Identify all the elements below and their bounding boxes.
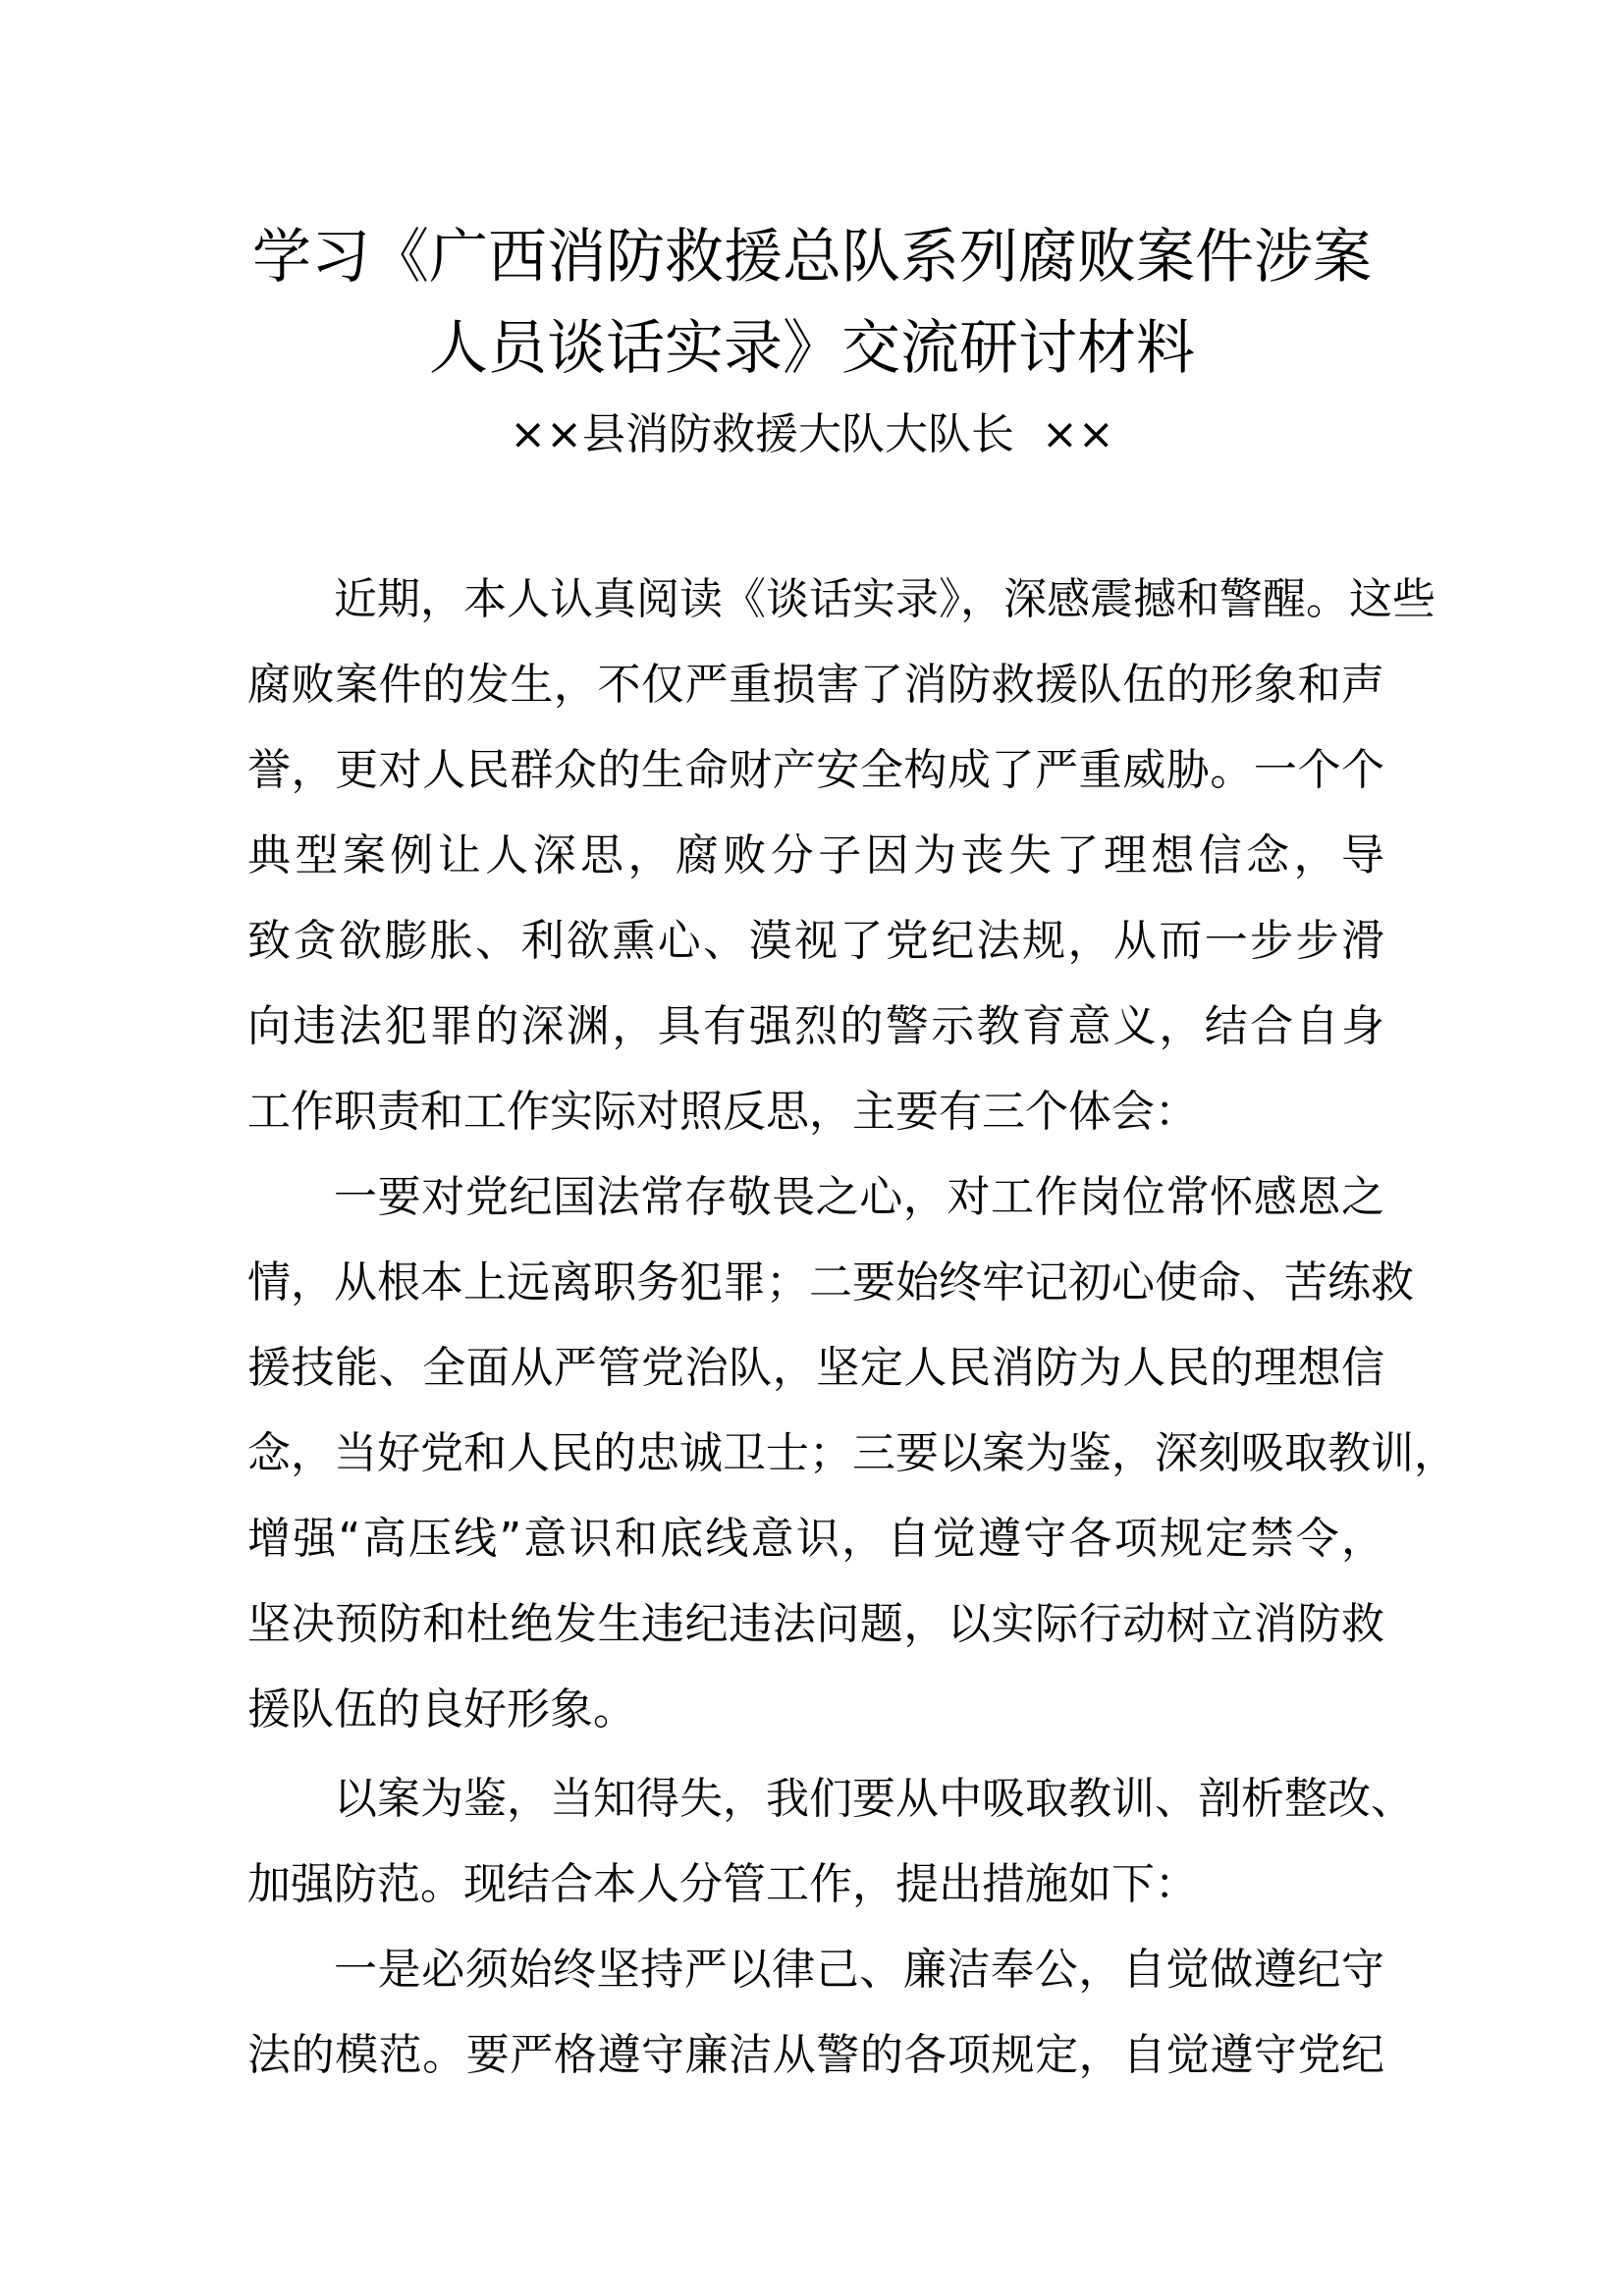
body-line: 一是必须始终坚持严以律己、廉洁奉公，自觉做遵纪守	[334, 1945, 1384, 1995]
body-line: 以案为鉴，当知得失，我们要从中吸取教训、剖析整改、	[334, 1774, 1414, 1824]
body-line: 坚决预防和杜绝发生违纪违法问题，以实际行动树立消防救	[247, 1599, 1384, 1649]
body-line: 誉，更对人民群众的生命财产安全构成了严重威胁。一个个	[247, 745, 1384, 795]
document-title-line-1: 学习《广西消防救援总队系列腐败案件涉案	[252, 223, 1372, 292]
body-line: 腐败案件的发生，不仅严重损害了消防救援队伍的形象和声	[247, 660, 1384, 710]
body-line: 一要对党纪国法常存敬畏之心，对工作岗位常怀感恩之	[334, 1172, 1384, 1222]
document-body	[247, 557, 1457, 2098]
body-line: 向违法犯罪的深渊，具有强烈的警示教育意义，结合自身	[247, 1001, 1384, 1051]
document-author: ××县消防救援大队大队长 ××	[510, 409, 1114, 459]
body-line: 典型案例让人深思，腐败分子因为丧失了理想信念，导	[247, 830, 1384, 881]
body-line: 援技能、全面从严管党治队，坚定人民消防为人民的理想信	[247, 1343, 1384, 1393]
body-line: 援队伍的良好形象。	[247, 1684, 636, 1735]
body-line: 念，当好党和人民的忠诚卫士；三要以案为鉴，深刻吸取教训，	[247, 1428, 1457, 1478]
body-line: 致贪欲膨胀、利欲熏心、漠视了党纪法规，从而一步步滑	[247, 916, 1384, 966]
body-line: 情，从根本上远离职务犯罪；二要始终牢记初心使命、苦练救	[247, 1257, 1414, 1308]
body-line: 法的模范。要严格遵守廉洁从警的各项规定，自觉遵守党纪	[247, 2030, 1384, 2080]
document-title-line-2: 人员谈话实录》交流研讨材料	[429, 314, 1195, 383]
body-line: 工作职责和工作实际对照反思，主要有三个体会：	[247, 1087, 1198, 1137]
body-line: 近期，本人认真阅读《谈话实录》，深感震撼和警醒。这些	[334, 574, 1435, 624]
body-line: 增强“高压线”意识和底线意识，自觉遵守各项规定禁令，	[247, 1514, 1384, 1564]
body-line: 加强防范。现结合本人分管工作，提出措施如下：	[247, 1859, 1198, 1909]
